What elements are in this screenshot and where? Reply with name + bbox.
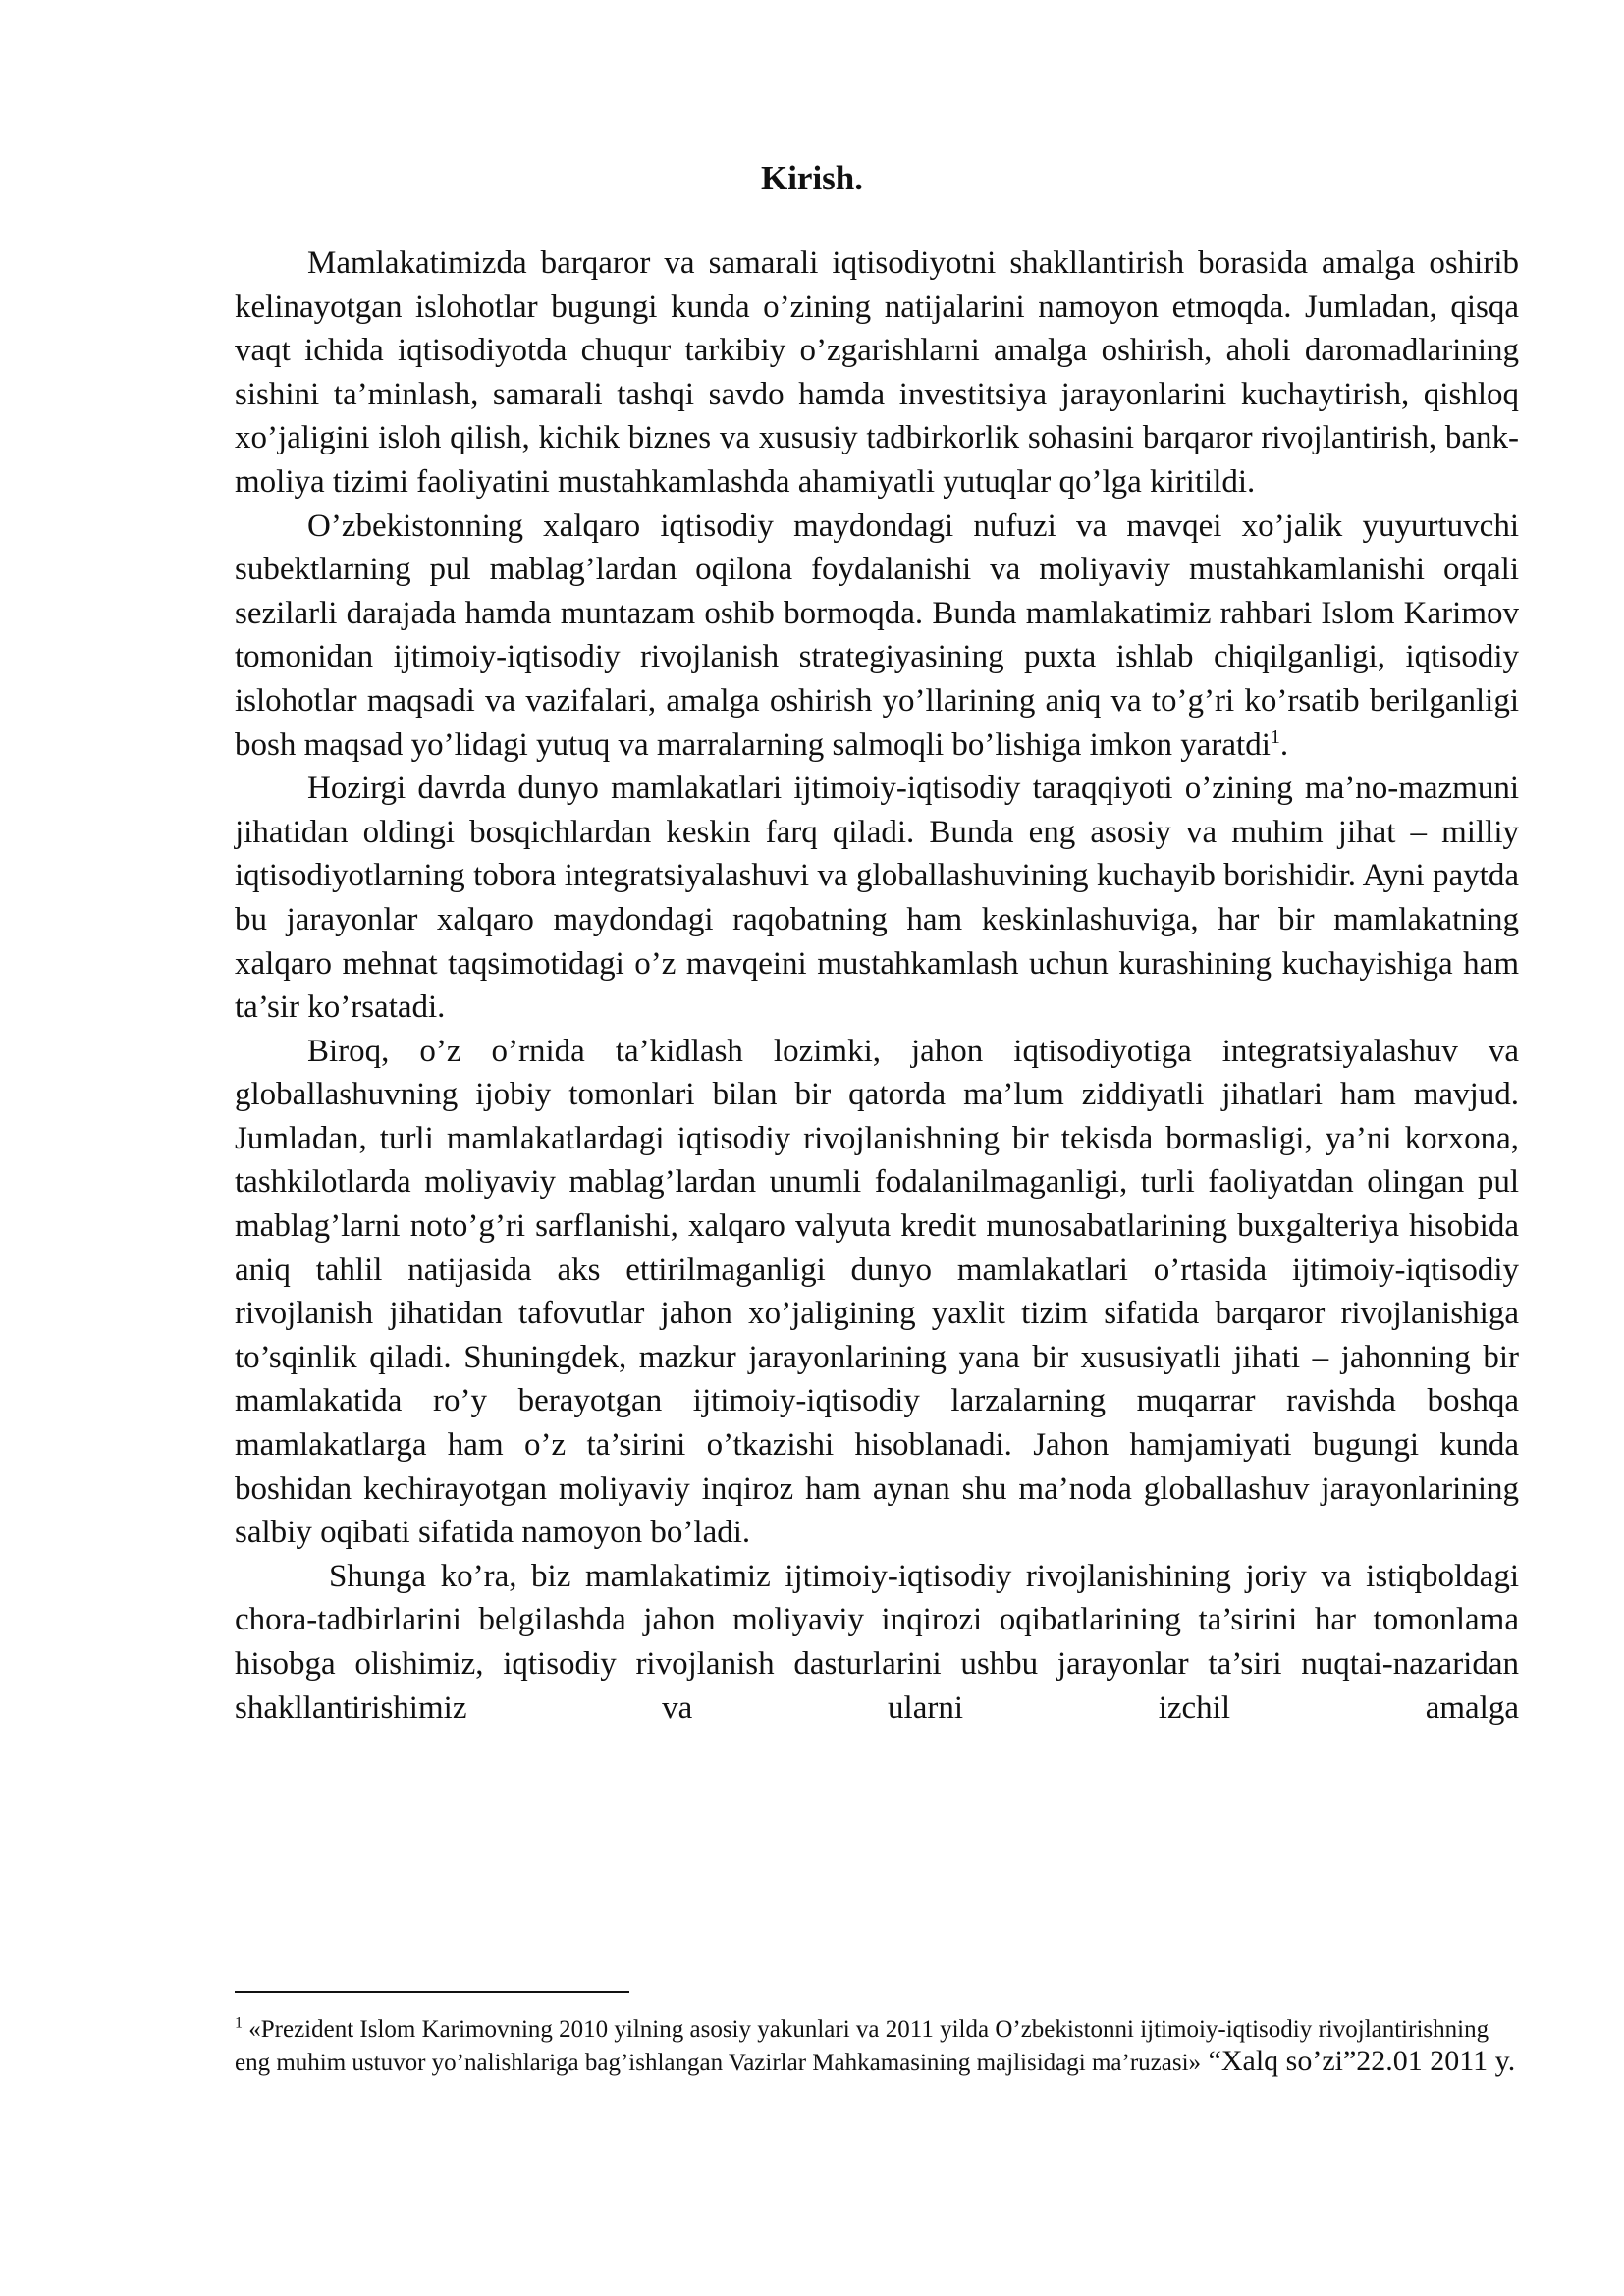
paragraph-2 — [235, 505, 1519, 768]
paragraph-2-text: O’zbekistonning xalqaro iqtisodiy maydondagi nufuzi va mavqei xo’jalik yuyurtuvchi subektlarning pul mablag’lardan oqilona foydalanishi va moliyaviy mustahkamlanishi orqali sezilarli darajada hamda muntazam oshib bormoqda. Bunda mamlakatimiz rahbari Islom Karimov tomonidan ijtimoiy-iqtisodiy rivojlanish strategiyasining puxta ishlab chiqilganligi, iqtisodiy islohotlar maqsadi va vazifalari, amalga oshirish yo’llarining aniq va to’g’ri ko’rsatib berilganligi bosh maqsad yo’lidagi yutuq va marralarning salmoqli bo’lishiga imkon yaratdi — [235, 507, 1519, 763]
paragraph-5: Shunga ko’ra, biz mamlakatimiz ijtimoiy-iqtisodiy rivojlanishining joriy va istiqboldagi chora-tadbirlarini belgilashda jahon moliyaviy inqirozi oqibatlarining ta’sirini har tomonlama hisobga olishimiz, iqtisodiy rivojlanish dasturlarini ushbu jarayonlar ta’siri nuqtai-nazaridan shakllantirishimiz va ularni izchil amalga — [235, 1558, 1519, 1726]
footnote — [235, 2014, 1519, 2079]
page-title: Kirish. — [760, 159, 864, 197]
paragraph-2-end: . — [1279, 726, 1289, 763]
footnote-separator — [235, 1991, 629, 1993]
body-text — [235, 241, 1519, 1730]
footnote-marker: 1 — [235, 2014, 243, 2032]
paragraph-4: Biroq, o’z o’rnida ta’kidlash lozimki, jahon iqtisodiyotiga integratsiyalashuv va globallashuvning ijobiy tomonlari bilan bir qatorda ma’lum ziddiyatli jihatlari ham mavjud. Jumladan, turli mamlakatlardagi iqtisodiy rivojlanishning bir tekisda bormasligi, ya’ni korxona, tashkilotlarda moliyaviy mablag’lardan unumli fodalanilmaganligi, turli faoliyatdan olingan pul mablag’larni noto’g’ri sarflanishi, xalqaro valyuta kredit munosabatlarining buxgalteriya hisobida aniq tahlil natijasida aks ettirilmaganligi dunyo mamlakatlari o’rtasida ijtimoiy-iqtisodiy rivojlanish jihatidan tafovutlar jahon xo’jaligining yaxlit tizim sifatida barqaror rivojlanishiga to’sqinlik qiladi. Shuningdek, mazkur jarayonlarining yana bir xususiyatli jihati – jahonning bir mamlakatida ro’y berayotgan ijtimoiy-iqtisodiy larzalarning muqarrar ravishda boshqa mamlakatlarga ham o’z ta’sirini o’tkazishi hisoblanadi. Jahon hamjamiyati bugungi kunda boshidan kechirayotgan moliyaviy inqiroz ham aynan shu ma’noda globallashuv jarayonlarining salbiy oqibati sifatida namoyon bo’ladi. — [235, 1033, 1519, 1551]
footnote-text: «Prezident Islom Karimovning 2010 yilning asosiy yakunlari va 2011 yilda O’zbekistonni ijtimoiy-iqtisodiy rivojlantirishning eng muhim ustuvor yo’nalishlariga bag’ishlangan Vazirlar Mahkamasining majlisidagi ma’ruzasi» — [235, 2016, 1489, 2076]
footnote-reference[interactable]: 1 — [1270, 725, 1280, 748]
footnote-source: “Xalq so’zi”22.01 2011 y. — [1201, 2045, 1516, 2077]
paragraph-1: Mamlakatimizda barqaror va samarali iqtisodiyotni shakllantirish borasida amalga oshirib kelinayotgan islohotlar bugungi kunda o’zining natijalarini namoyon etmoqda. Jumladan, qisqa vaqt ichida iqtisodiyotda chuqur tarkibiy o’zgarishlarni amalga oshirish, aholi daromadlarining sishini ta’minlash, samarali tashqi savdo hamda investitsiya jarayonlarini kuchaytirish, qishloq xo’jaligini isloh qilish, kichik biznes va xususiy tadbirkorlik sohasini barqaror rivojlantirish, bank-moliya tizimi faoliyatini mustahkamlashda ahamiyatli yutuqlar qo’lga kiritildi. — [235, 245, 1519, 500]
paragraph-3: Hozirgi davrda dunyo mamlakatlari ijtimoiy-iqtisodiy taraqqiyoti o’zining ma’no-mazmuni jihatidan oldingi bosqichlardan keskin farq qiladi. Bunda eng asosiy va muhim jihat – milliy iqtisodiyotlarning tobora integratsiyalashuvi va globallashuvining kuchayib borishidir. Ayni paytda bu jarayonlar xalqaro maydondagi raqobatning ham keskinlashuviga, har bir mamlakatning xalqaro mehnat taqsimotidagi o’z mavqeini mustahkamlash uchun kurashining kuchayishiga ham ta’sir ko’rsatadi. — [235, 771, 1519, 1026]
